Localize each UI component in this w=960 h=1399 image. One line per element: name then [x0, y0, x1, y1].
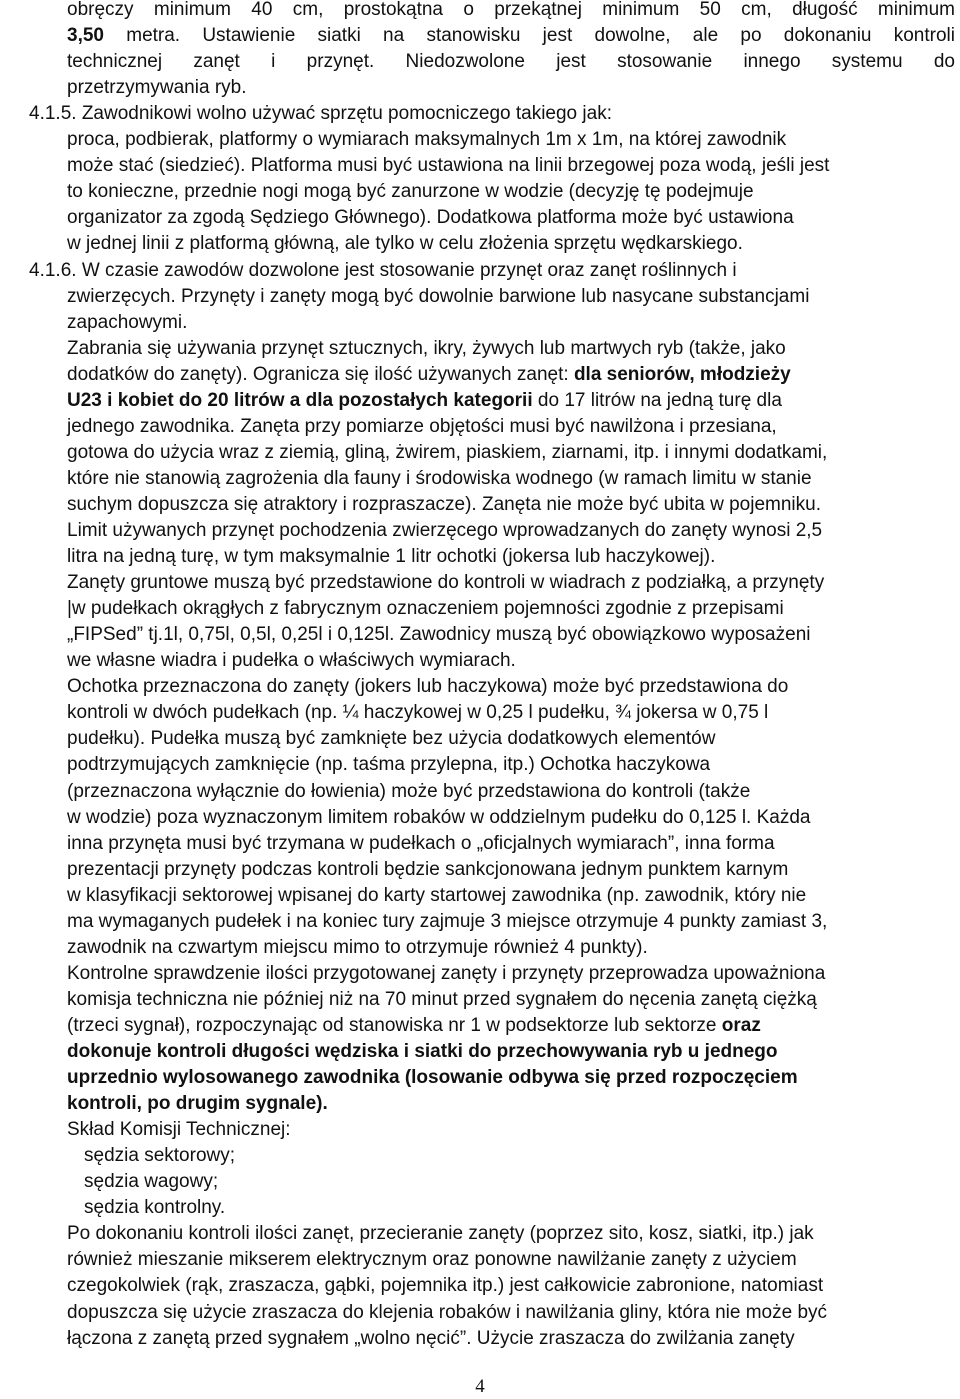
paragraph-line: obręczy minimum 40 cm, prostokątna o przekątnej minimum 50 cm, długość minimum: [67, 0, 955, 20]
bold-text: dokonuje kontroli długości wędziska i siatki do przechowywania ryb u jednego: [67, 1041, 778, 1062]
paragraph-line: „FIPSed” tj.1l, 0,75l, 0,5l, 0,25l i 0,125l. Zawodnicy muszą być obowiązkowo wyposażeni: [67, 624, 811, 645]
paragraph-line: zapachowymi.: [67, 312, 188, 333]
page-number: 4: [475, 1376, 485, 1397]
paragraph-line: Kontrolne sprawdzenie ilości przygotowanej zanęty i przynęty przeprowadza upoważniona: [67, 963, 826, 984]
paragraph-line: podtrzymujących zamknięcie (np. taśma przylepna, itp.) Ochotka haczykowa: [67, 754, 711, 775]
paragraph-line: również mieszanie mikserem elektrycznym oraz ponowne nawilżanie zanęty z użyciem: [67, 1249, 797, 1270]
paragraph-line: Skład Komisji Technicznej:: [67, 1119, 291, 1140]
paragraph-line: Zanęty gruntowe muszą być przedstawione do kontroli w wiadrach z podziałką, a przynęty: [67, 572, 825, 593]
paragraph-line: pudełku). Pudełka muszą być zamknięte bez użycia dodatkowych elementów: [67, 728, 716, 749]
paragraph-line: w klasyfikacji sektorowej wpisanej do karty startowej zawodnika (np. zawodnik, który nie: [67, 885, 807, 906]
paragraph-line: zawodnik na czwartym miejscu mimo to otrzymuje również 4 punkty).: [67, 937, 648, 958]
paragraph-line: Limit używanych przynęt pochodzenia zwierzęcego wprowadzanych do zanęty wynosi 2,5: [67, 520, 823, 541]
paragraph-line: czegokolwiek (rąk, zraszacza, gąbki, pojemnika itp.) jest całkowicie zabronione, natomiast: [67, 1275, 824, 1296]
bold-text: U23 i kobiet do 20 litrów a dla pozostałych kategorii: [67, 390, 533, 411]
paragraph-line: [67, 1066, 798, 1090]
paragraph-line: kontroli w dwóch pudełkach (np. ¼ haczykowej w 0,25 l pudełku, ¾ jokersa w 0,75 l: [67, 702, 769, 723]
paragraph-line: suchym dopuszcza się atraktory i rozpraszacze). Zanęta nie może być ubita w pojemniku.: [67, 494, 821, 515]
paragraph-line: w wodzie) poza wyznaczonym limitem robaków w oddzielnym pudełku do 0,125 l. Każda: [67, 807, 811, 828]
paragraph-line: dopuszcza się użycie zraszacza do klejenia robaków i nawilżania gliny, która nie może być: [67, 1302, 828, 1323]
text-span: (trzeci sygnał), rozpoczynając od stanowiska nr 1 w podsektorze lub sektorze: [67, 1015, 722, 1036]
paragraph-line: które nie stanowią zagrożenia dla fauny i środowiska wodnego (w ramach limitu w stanie: [67, 468, 812, 489]
paragraph-line: [67, 1040, 778, 1064]
section-heading-line: 4.1.5. Zawodnikowi wolno używać sprzętu pomocniczego takiego jak:: [29, 103, 612, 124]
bold-text: 3,50: [67, 25, 104, 46]
paragraph-line: |w pudełkach okrągłych z fabrycznym oznaczeniem pojemności zgodnie z przepisami: [67, 598, 784, 619]
paragraph-line: technicznej zanęt i przynęt. Niedozwolone jest stosowanie innego systemu do: [67, 51, 955, 72]
paragraph-line: [67, 1014, 761, 1038]
paragraph-line: [67, 24, 955, 48]
paragraph-line: przetrzymywania ryb.: [67, 77, 247, 98]
bold-text: kontroli, po drugim sygnale).: [67, 1093, 328, 1114]
paragraph-line: (przeznaczona wyłącznie do łowienia) może być przedstawiona do kontroli (także: [67, 781, 751, 802]
paragraph-line: litra na jedną turę, w tym maksymalnie 1 litr ochotki (jokersa lub haczykowej).: [67, 546, 716, 567]
bold-text: oraz: [721, 1015, 761, 1036]
paragraph-line: to konieczne, przednie nogi mogą być zanurzone w wodzie (decyzję tę podejmuje: [67, 181, 754, 202]
paragraph-line: [67, 363, 791, 387]
section-heading-line: 4.1.6. W czasie zawodów dozwolone jest stosowanie przynęt oraz zanęt roślinnych i: [29, 260, 737, 281]
paragraph-line: komisja techniczna nie później niż na 70 minut przed sygnałem do nęcenia zanętą ciężką: [67, 989, 817, 1010]
paragraph-line: inna przynęta musi być trzymana w pudełkach o „oficjalnych wymiarach”, inna forma: [67, 833, 775, 854]
paragraph-line: sędzia wagowy;: [84, 1171, 219, 1192]
paragraph-line: [67, 1092, 328, 1116]
bold-text: uprzednio wylosowanego zawodnika (losowanie odbywa się przed rozpoczęciem: [67, 1067, 798, 1088]
bold-text: dla seniorów, młodzieży: [573, 364, 791, 385]
text-span: metra. Ustawienie siatki na stanowisku jest dowolne, ale po dokonaniu kontroli: [103, 25, 955, 46]
paragraph-line: gotowa do użycia wraz z ziemią, gliną, żwirem, piaskiem, ziarnami, itp. i innymi dodatkami,: [67, 442, 828, 463]
paragraph-line: organizator za zgodą Sędziego Głównego). Dodatkowa platforma może być ustawiona: [67, 207, 794, 228]
text-span: dodatków do zanęty). Ogranicza się ilość używanych zanęt:: [67, 364, 574, 385]
paragraph-line: Ochotka przeznaczona do zanęty (jokers lub haczykowa) może być przedstawiona do: [67, 676, 789, 697]
paragraph-line: Po dokonaniu kontroli ilości zanęt, przecieranie zanęty (poprzez sito, kosz, siatki, itp.) jak: [67, 1223, 814, 1244]
paragraph-line: we własne wiadra i pudełka o właściwych wymiarach.: [67, 650, 516, 671]
paragraph-line: sędzia kontrolny.: [84, 1197, 226, 1218]
paragraph-line: łączona z zanętą przed sygnałem „wolno nęcić”. Użycie zraszacza do zwilżania zanęty: [67, 1328, 795, 1349]
paragraph-line: sędzia sektorowy;: [84, 1145, 236, 1166]
text-span: do 17 litrów na jedną turę dla: [532, 390, 782, 411]
paragraph-line: jednego zawodnika. Zanęta przy pomiarze objętości musi być nawilżona i przesiana,: [67, 416, 777, 437]
paragraph-line: [67, 389, 782, 413]
paragraph-line: może stać (siedzieć). Platforma musi być ustawiona na linii brzegowej poza wodą, jeśli jest: [67, 155, 830, 176]
paragraph-line: ma wymaganych pudełek i na koniec tury zajmuje 3 miejsce otrzymuje 4 punkty zamiast 3,: [67, 911, 828, 932]
paragraph-line: zwierzęcych. Przynęty i zanęty mogą być dowolnie barwione lub nasycane substancjami: [67, 286, 810, 307]
paragraph-line: Zabrania się używania przynęt sztucznych, ikry, żywych lub martwych ryb (także, jako: [67, 338, 786, 359]
paragraph-line: prezentacji przynęty podczas kontroli będzie sankcjonowana jednym punktem karnym: [67, 859, 789, 880]
paragraph-line: proca, podbierak, platformy o wymiarach maksymalnych 1m x 1m, na której zawodnik: [67, 129, 787, 150]
paragraph-line: w jednej linii z platformą główną, ale tylko w celu złożenia sprzętu wędkarskiego.: [67, 233, 743, 254]
